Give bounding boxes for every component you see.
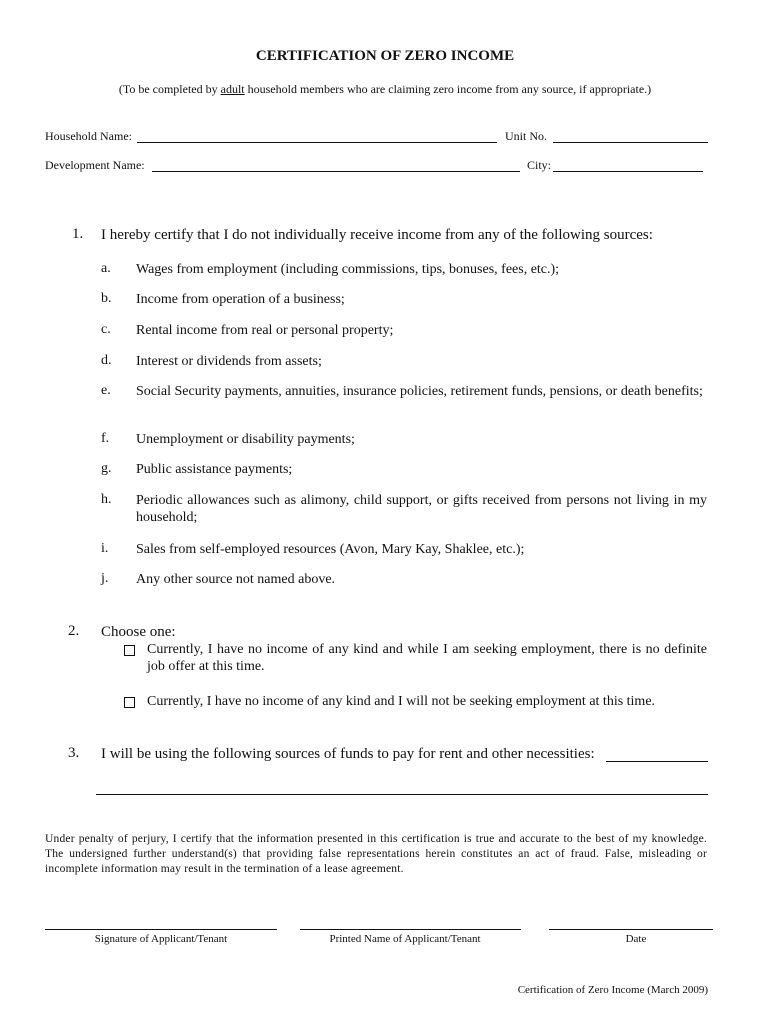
list-item: Income from operation of a business;: [136, 292, 345, 307]
date-field[interactable]: [549, 929, 713, 930]
printed-name-field[interactable]: [300, 929, 521, 930]
signature-field[interactable]: [45, 929, 277, 930]
household-name-field[interactable]: [137, 142, 497, 143]
funds-source-field-2[interactable]: [96, 794, 708, 795]
instructions-underlined: adult: [220, 82, 245, 96]
list-item: Unemployment or disability payments;: [136, 432, 355, 447]
unit-no-label: Unit No.: [505, 129, 547, 143]
list-item: Periodic allowances such as alimony, child support, or gifts received from persons not living in my household;: [136, 493, 707, 525]
list-item: Wages from employment (including commissions, tips, bonuses, fees, etc.);: [136, 262, 560, 277]
list-item: Sales from self-employed resources (Avon, Mary Kay, Shaklee, etc.);: [136, 542, 525, 557]
option-2-text: Currently, I have no income of any kind and I will not be seeking employment at this time.: [147, 694, 656, 709]
section-1-number: 1.: [72, 226, 84, 242]
list-item-letter: c.: [101, 322, 111, 337]
instructions: [0, 82, 770, 97]
page-title: CERTIFICATION OF ZERO INCOME: [255, 48, 515, 64]
city-label: City:: [527, 158, 552, 172]
list-item: Public assistance payments;: [136, 462, 293, 477]
instructions-after: household members who are claiming zero income from any source, if appropriate.): [244, 82, 652, 96]
list-item: Social Security payments, annuities, insurance policies, retirement funds, pensions, or death benefits;: [136, 384, 703, 399]
footer-text: Certification of Zero Income (March 2009): [517, 984, 708, 996]
section-3-text: I will be using the following sources of funds to pay for rent and other necessities:: [101, 746, 595, 762]
printed-name-label: Printed Name of Applicant/Tenant: [329, 933, 481, 945]
list-item-letter: d.: [101, 353, 112, 368]
option-2-checkbox[interactable]: [124, 693, 135, 711]
list-item-letter: f.: [101, 431, 110, 446]
section-2-number: 2.: [68, 623, 80, 639]
city-field[interactable]: [553, 171, 703, 172]
list-item: Interest or dividends from assets;: [136, 354, 322, 369]
development-name-label: Development Name:: [45, 158, 145, 172]
list-item-letter: a.: [101, 261, 111, 276]
perjury-statement: Under penalty of perjury, I certify that the information presented in this certification is true and accurate to the best of my knowledge. The undersigned further understand(s) that providing false representations herein constitutes an act of fraud. False, misleading or incomplete information may result in the termination of a lease agreement.: [45, 833, 707, 875]
funds-source-field[interactable]: [606, 761, 708, 762]
date-label: Date: [625, 933, 647, 945]
list-item-letter: e.: [101, 383, 111, 398]
list-item: Rental income from real or personal property;: [136, 323, 394, 338]
signature-label: Signature of Applicant/Tenant: [94, 933, 228, 945]
section-3-number: 3.: [68, 745, 80, 761]
list-item-letter: j.: [101, 571, 109, 586]
unit-no-field[interactable]: [553, 142, 708, 143]
list-item-letter: g.: [101, 461, 112, 476]
list-item-letter: h.: [101, 492, 112, 507]
list-item: Any other source not named above.: [136, 572, 336, 587]
option-1-checkbox[interactable]: [124, 641, 135, 659]
development-name-field[interactable]: [152, 171, 520, 172]
household-name-label: Household Name:: [45, 129, 132, 143]
list-item-letter: i.: [101, 541, 109, 556]
instructions-before: (To be completed by: [118, 82, 221, 96]
section-2-text: Choose one:: [101, 624, 176, 640]
section-1-text: I hereby certify that I do not individually receive income from any of the following sources:: [101, 227, 653, 243]
list-item-letter: b.: [101, 291, 112, 306]
option-1-text: Currently, I have no income of any kind and while I am seeking employment, there is no definite job offer at this time.: [147, 642, 707, 674]
